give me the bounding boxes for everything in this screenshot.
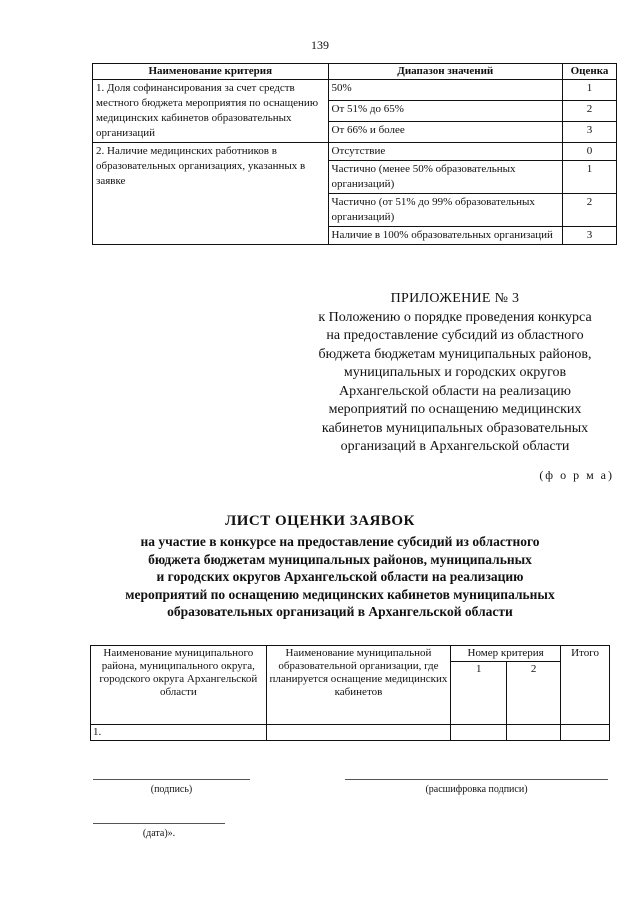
document-subtitle bbox=[90, 533, 590, 621]
appendix-line: на предоставление субсидий из областного bbox=[326, 328, 584, 343]
criteria-header-row bbox=[93, 64, 617, 80]
value-range: Наличие в 100% образовательных организаций bbox=[328, 227, 563, 245]
header-criterion-number: Номер критерия bbox=[451, 646, 561, 662]
evaluation-table bbox=[90, 645, 610, 741]
criteria-table bbox=[92, 63, 617, 245]
value-range: Отсутствие bbox=[328, 143, 563, 161]
header-organization: Наименование муниципальной образовательной организации, где планируется оснащение медицинских кабинетов bbox=[266, 646, 451, 725]
value-range: Частично (менее 50% образовательных организаций) bbox=[328, 161, 563, 194]
criterion-number-1: 1 bbox=[451, 662, 507, 725]
appendix-line: мероприятий по оснащению медицинских bbox=[328, 402, 582, 417]
score: 3 bbox=[563, 122, 617, 143]
document-title: ЛИСТ ОЦЕНКИ ЗАЯВОК bbox=[225, 513, 415, 529]
score: 2 bbox=[563, 194, 617, 227]
table-row bbox=[93, 80, 617, 101]
row-number: 1. bbox=[91, 725, 267, 741]
empty-cell bbox=[507, 725, 561, 741]
value-range: От 66% и более bbox=[328, 122, 563, 143]
criterion-name: 2. Наличие медицинских работников в образовательных организациях, указанных в заявке bbox=[93, 143, 329, 245]
header-total: Итого bbox=[561, 646, 610, 725]
subtitle-line: бюджета бюджетам муниципальных районов, муниципальных bbox=[148, 551, 532, 567]
value-range: Частично (от 51% до 99% образовательных организаций) bbox=[328, 194, 563, 227]
empty-cell bbox=[561, 725, 610, 741]
score: 2 bbox=[563, 101, 617, 122]
empty-cell bbox=[266, 725, 451, 741]
table-row bbox=[91, 725, 610, 741]
subtitle-line: образовательных организаций в Архангельской области bbox=[167, 604, 513, 619]
date-line bbox=[93, 823, 225, 824]
signature-decode-line bbox=[345, 779, 608, 780]
criterion-name: 1. Доля софинансирования за счет средств местного бюджета мероприятия по оснащению медицинских кабинетов образовательных организаций bbox=[93, 80, 329, 143]
signature-caption: (подпись) bbox=[150, 784, 193, 795]
page-number: 139 bbox=[311, 38, 329, 52]
appendix-block bbox=[290, 290, 620, 457]
appendix-heading: ПРИЛОЖЕНИЕ № 3 bbox=[390, 291, 520, 306]
appendix-line: организаций в Архангельской области bbox=[340, 439, 570, 454]
appendix-line: к Положению о порядке проведения конкурса bbox=[318, 309, 592, 325]
score: 1 bbox=[563, 80, 617, 101]
signature-line bbox=[93, 779, 250, 780]
date-caption: (дата)». bbox=[142, 828, 176, 839]
value-range: От 51% до 65% bbox=[328, 101, 563, 122]
score: 1 bbox=[563, 161, 617, 194]
form-label: (ф о р м а) bbox=[539, 468, 614, 482]
subtitle-line: мероприятий по оснащению медицинских кабинетов муниципальных bbox=[125, 586, 555, 602]
subtitle-line: на участие в конкурсе на предоставление субсидий из областного bbox=[140, 534, 540, 549]
appendix-line: кабинетов муниципальных образовательных bbox=[321, 420, 589, 436]
empty-cell bbox=[451, 725, 507, 741]
score: 0 bbox=[563, 143, 617, 161]
header-municipality: Наименование муниципального района, муниципального округа, городского округа Архангельской области bbox=[91, 646, 267, 725]
appendix-line: муниципальных и городских округов bbox=[343, 365, 567, 380]
criterion-number-2: 2 bbox=[507, 662, 561, 725]
header-criterion-name: Наименование критерия bbox=[93, 64, 329, 80]
table-row bbox=[93, 143, 617, 161]
evaluation-header-row bbox=[91, 646, 610, 662]
appendix-line: бюджета бюджетам муниципальных районов, bbox=[318, 346, 592, 362]
subtitle-line: и городских округов Архангельской области на реализацию bbox=[156, 569, 524, 584]
header-score: Оценка bbox=[563, 64, 617, 80]
signature-decode-caption: (расшифровка подписи) bbox=[425, 784, 528, 795]
value-range: 50% bbox=[328, 80, 563, 101]
appendix-line: Архангельской области на реализацию bbox=[339, 383, 571, 399]
header-value-range: Диапазон значений bbox=[328, 64, 563, 80]
score: 3 bbox=[563, 227, 617, 245]
